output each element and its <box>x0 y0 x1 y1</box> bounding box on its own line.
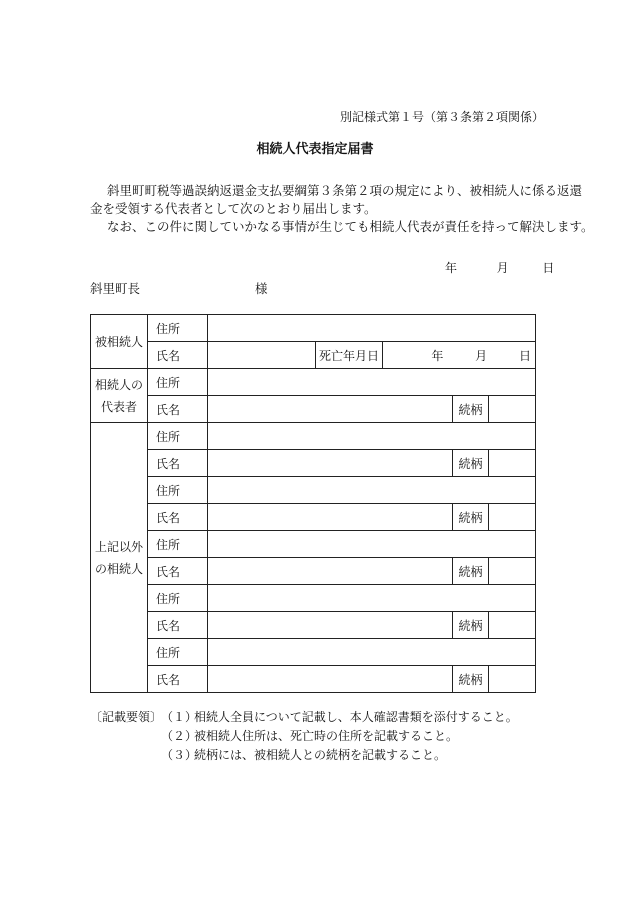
deceased-address-row <box>91 315 536 342</box>
name-label: 氏名 <box>148 504 208 531</box>
other-heirs-label-2: の相続人 <box>94 561 143 576</box>
heir-1-address-row <box>91 423 536 450</box>
representative-address-field[interactable] <box>208 369 536 396</box>
address-label: 住所 <box>148 477 208 504</box>
note-item <box>90 727 518 746</box>
name-label: 氏名 <box>148 342 208 369</box>
death-date-field[interactable] <box>383 342 536 369</box>
heir-2-name-field[interactable] <box>208 504 453 531</box>
deceased-address-field[interactable] <box>208 315 536 342</box>
address-label: 住所 <box>148 315 208 342</box>
heir-1-name-field[interactable] <box>208 450 453 477</box>
heir-5-relationship-field[interactable] <box>489 666 536 693</box>
name-label: 氏名 <box>148 450 208 477</box>
name-label: 氏名 <box>148 666 208 693</box>
body-text-line-2: 金を受領する代表者として次のとおり届出します。 <box>90 201 377 216</box>
heir-5-address-row <box>91 639 536 666</box>
body-text-line-1: 斜里町町税等過誤納返還金支払要綱第３条第２項の規定により、被相続人に係る返還 <box>107 183 583 198</box>
other-heirs-label-1: 上記以外 <box>94 539 143 554</box>
heir-2-relationship-field[interactable] <box>489 504 536 531</box>
submission-date <box>445 259 554 276</box>
note-text: 被相続人住所は、死亡時の住所を記載すること。 <box>194 729 459 743</box>
heir-1-address-field[interactable] <box>208 423 536 450</box>
relationship-label: 続柄 <box>453 612 489 639</box>
heir-4-name-row <box>91 612 536 639</box>
death-month-label: 月 <box>475 348 488 363</box>
relationship-label: 続柄 <box>453 396 489 423</box>
address-label: 住所 <box>148 369 208 396</box>
address-label: 住所 <box>148 423 208 450</box>
address-label: 住所 <box>148 531 208 558</box>
heir-4-relationship-field[interactable] <box>489 612 536 639</box>
deceased-group-label <box>91 315 148 369</box>
heir-1-relationship-field[interactable] <box>489 450 536 477</box>
deceased-name-field[interactable] <box>208 342 316 369</box>
heirs-form-table <box>90 314 536 693</box>
note-text: 相続人全員について記載し、本人確認書類を添付すること。 <box>194 710 518 724</box>
representative-address-row <box>91 369 536 396</box>
address-label: 住所 <box>148 585 208 612</box>
note-item <box>90 708 518 727</box>
address-label: 住所 <box>148 639 208 666</box>
note-number: （３） <box>161 748 198 762</box>
heir-4-address-field[interactable] <box>208 585 536 612</box>
form-number: 別記様式第１号（第３条第２項関係） <box>339 110 544 124</box>
addressee-name: 斜里町長 <box>90 281 141 296</box>
note-number: （１） <box>161 710 198 724</box>
heir-2-name-row <box>91 504 536 531</box>
representative-relationship-field[interactable] <box>489 396 536 423</box>
addressee-honorific: 様 <box>255 281 268 296</box>
notes-heading: 〔記載要領〕 <box>90 710 163 724</box>
note-item <box>90 746 518 765</box>
heir-1-name-row <box>91 450 536 477</box>
deceased-label: 被相続人 <box>94 334 143 349</box>
representative-label-2: 代表者 <box>100 399 137 414</box>
representative-name-row <box>91 396 536 423</box>
notes-section <box>90 708 518 765</box>
relationship-label: 続柄 <box>453 504 489 531</box>
death-date-label: 死亡年月日 <box>316 342 383 369</box>
relationship-label: 続柄 <box>453 450 489 477</box>
date-month-label: 月 <box>496 261 509 275</box>
heir-4-name-field[interactable] <box>208 612 453 639</box>
document-title: 相続人代表指定届書 <box>256 142 374 157</box>
heir-2-address-field[interactable] <box>208 477 536 504</box>
relationship-label: 続柄 <box>453 558 489 585</box>
other-heirs-group-label <box>91 423 148 693</box>
death-year-label: 年 <box>431 348 444 363</box>
name-label: 氏名 <box>148 612 208 639</box>
name-label: 氏名 <box>148 558 208 585</box>
date-year-label: 年 <box>445 261 458 275</box>
heir-5-name-row <box>91 666 536 693</box>
representative-name-field[interactable] <box>208 396 453 423</box>
heir-3-address-field[interactable] <box>208 531 536 558</box>
heir-3-name-field[interactable] <box>208 558 453 585</box>
deceased-name-row <box>91 342 536 369</box>
death-day-label: 日 <box>519 348 532 363</box>
note-text: 続柄には、被相続人との続柄を記載すること。 <box>194 748 447 762</box>
heir-3-relationship-field[interactable] <box>489 558 536 585</box>
heir-3-address-row <box>91 531 536 558</box>
heir-3-name-row <box>91 558 536 585</box>
heir-5-name-field[interactable] <box>208 666 453 693</box>
representative-label-1: 相続人の <box>94 377 143 392</box>
relationship-label: 続柄 <box>453 666 489 693</box>
note-number: （２） <box>161 729 198 743</box>
heir-4-address-row <box>91 585 536 612</box>
name-label: 氏名 <box>148 396 208 423</box>
heir-5-address-field[interactable] <box>208 639 536 666</box>
representative-group-label <box>91 369 148 423</box>
body-text-line-3: なお、この件に関していかなる事情が生じても相続人代表が責任を持って解決します。 <box>107 219 594 234</box>
date-day-label: 日 <box>542 261 555 275</box>
heir-2-address-row <box>91 477 536 504</box>
